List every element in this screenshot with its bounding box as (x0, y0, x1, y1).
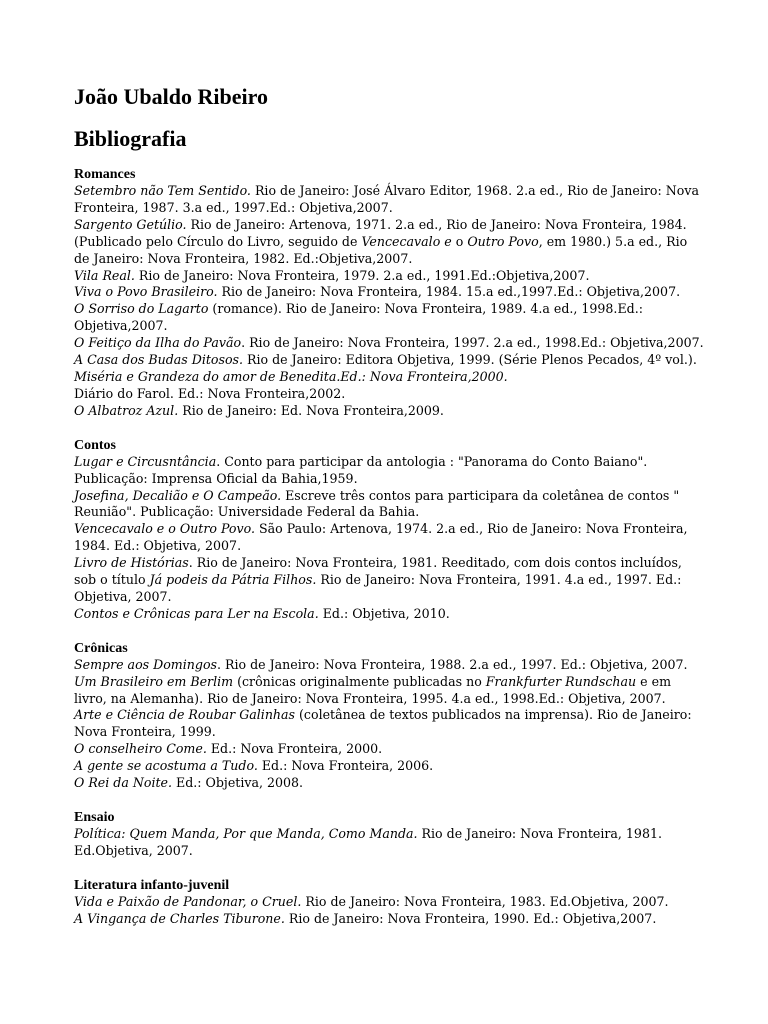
entry-text: Rio de Janeiro: Nova Fronteira, 1991. 4.a ed., 1997. Ed.: Objetiva, 2007. (74, 572, 682, 604)
entry-text: o (451, 233, 468, 249)
work-title: Outro Povo (467, 233, 539, 249)
entry-text: (coletânea de textos publicados na imprensa). Rio de Janeiro: Nova Fronteira, 1999. (74, 707, 692, 740)
work-title: A gente se acostuma a Tudo. (74, 758, 258, 774)
bibliography-entry (74, 894, 704, 911)
entry-text: . Conto para participar da antologia : "Panorama do Conto Baiano". Publicação: Imprensa Oficial da Bahia,1959. (74, 453, 648, 486)
work-title: Um Brasileiro em Berlim (74, 673, 234, 689)
bibliography-body (74, 166, 704, 945)
entry-text: Rio de Janeiro: Nova Fronteira, 1983. Ed.Objetiva, 2007. (301, 893, 669, 909)
entry-text: e em livro, na Alemanha). Rio de Janeiro: Nova Fronteira, 1995. 4.a ed., 1998.Ed.: Objetiva, 2007. (74, 673, 672, 706)
entry-text: Ed.: Objetiva, 2010. (318, 605, 450, 621)
work-title: Já podeis da Pátria Filhos. (149, 572, 317, 588)
entry-text: Rio de Janeiro: Ed. Nova Fronteira,2009. (178, 402, 444, 418)
work-title: Miséria e Grandeza do amor de Benedita.Ed.: Nova Fronteira,2000. (74, 368, 508, 384)
bibliography-entry (74, 826, 704, 860)
bibliography-entry (74, 335, 704, 352)
bibliography-entry (74, 758, 704, 775)
bibliography-entry (74, 268, 704, 285)
work-title: Frankfurter Rundschau (485, 673, 637, 689)
section-heading: Crônicas (74, 640, 128, 656)
entry-text: . Rio de Janeiro: Nova Fronteira, 1988. 2.a ed., 1997. Ed.: Objetiva, 2007. (216, 656, 688, 672)
section-heading: Ensaio (74, 810, 115, 825)
section-contos (74, 437, 704, 623)
bibliography-entry (74, 741, 704, 758)
bibliography-entry (74, 775, 704, 792)
entry-text: Diário do Farol. Ed.: Nova Fronteira,2002. (74, 385, 346, 401)
entry-text: Ed.: Nova Fronteira, 2006. (257, 758, 434, 774)
work-title: Josefina, Decalião e O Campeão. (74, 487, 282, 503)
section-heading: Romances (74, 167, 136, 182)
entry-text: (crônicas originalmente publicadas no (233, 673, 486, 689)
work-title: Política: Quem Manda, Por que Manda, Como Manda. (74, 826, 418, 841)
work-title: Sargento Getúlio. (74, 216, 187, 232)
page-title: Bibliografia (74, 126, 187, 151)
entry-text: Rio de Janeiro: Nova Fronteira, 1981. Ed.Objetiva, 2007. (74, 826, 662, 858)
entry-text: . Rio de Janeiro: Nova Fronteira, 1997. 2.a ed., 1998.Ed.: Objetiva,2007. (241, 335, 704, 351)
bibliography-entry (74, 386, 704, 403)
work-title: Arte e Ciência de Roubar Galinhas (74, 707, 296, 723)
bibliography-entry (74, 454, 704, 488)
entry-text: São Paulo: Artenova, 1974. 2.a ed., Rio de Janeiro: Nova Fronteira, 1984. Ed.: Objetiva, 2007. (74, 521, 688, 554)
work-title: O Rei da Noite. (74, 775, 173, 791)
bibliography-entry (74, 403, 704, 420)
entry-text: (romance). Rio de Janeiro: Nova Fronteira, 1989. 4.a ed., 1998.Ed.: Objetiva,2007. (74, 301, 643, 334)
work-title: Vida e Paixão de Pandonar, o Cruel. (74, 893, 302, 909)
entry-text: , em 1980.) 5.a ed., Rio de Janeiro: Nova Fronteira, 1982. Ed.:Objetiva,2007. (74, 233, 688, 266)
work-title: O conselheiro Come. (74, 741, 207, 757)
work-title: A Casa dos Budas Ditosos. (74, 352, 244, 368)
entry-text: Rio de Janeiro: Nova Fronteira, 1984. 15.a ed.,1997.Ed.: Objetiva,2007. (217, 284, 681, 300)
bibliography-entry (74, 352, 704, 369)
entry-text: Rio de Janeiro: Artenova, 1971. 2.a ed., Rio de Janeiro: Nova Fronteira, 1984. (Publicado pelo Círculo do Livro, seguido de (74, 216, 687, 249)
work-title: A Vingança de Charles Tiburone. (74, 910, 285, 926)
work-title: Vila Real. (74, 267, 135, 283)
section-literatura-infanto-juvenil (74, 877, 704, 928)
entry-text: Escreve três contos para participara da coletânea de contos " Reunião". Publicação: Universidade Federal da Bahia. (74, 487, 680, 520)
bibliography-entry (74, 606, 704, 623)
section-cr-nicas (74, 640, 704, 792)
work-title: Contos e Crônicas para Ler na Escola. (74, 605, 319, 621)
bibliography-entry (74, 707, 704, 741)
work-title: Livro de Histórias (74, 555, 189, 571)
section-heading: Literatura infanto-juvenil (74, 877, 230, 893)
bibliography-entry (74, 657, 704, 674)
bibliography-entry (74, 488, 704, 522)
entry-text: Rio de Janeiro: Nova Fronteira, 1979. 2.a ed., 1991.Ed.:Objetiva,2007. (134, 267, 590, 283)
entry-text: Rio de Janeiro: José Álvaro Editor, 1968. 2.a ed., Rio de Janeiro: Nova Fronteira, 1987. 3.a ed., 1997.Ed.: Objetiva,2007. (74, 183, 699, 215)
work-title: Setembro não Tem Sentido. (74, 183, 251, 198)
entry-text: Ed.: Objetiva, 2008. (172, 775, 304, 791)
author-name: João Ubaldo Ribeiro (74, 84, 268, 109)
work-title: O Albatroz Azul. (74, 402, 179, 418)
bibliography-entry (74, 369, 704, 386)
work-title: Viva o Povo Brasileiro. (74, 284, 218, 300)
work-title: O Feitiço da Ilha do Pavão (74, 335, 242, 351)
bibliography-entry (74, 301, 704, 335)
entry-text: . Rio de Janeiro: Nova Fronteira, 1981. Reeditado, com dois contos incluídos, sob o título (74, 555, 682, 588)
bibliography-entry (74, 521, 704, 555)
work-title: O Sorriso do Lagarto (74, 301, 209, 317)
bibliography-entry (74, 217, 704, 268)
bibliography-entry (74, 183, 704, 217)
section-heading: Contos (74, 437, 117, 453)
work-title: Sempre aos Domingos (74, 656, 217, 672)
entry-text: Rio de Janeiro: Editora Objetiva, 1999. (Série Plenos Pecados, 4º vol.). (243, 352, 697, 368)
bibliography-entry (74, 555, 704, 606)
work-title: Vencecavalo e o Outro Povo. (74, 521, 255, 537)
section-romances (74, 166, 704, 420)
section-ensaio (74, 809, 704, 860)
entry-text: Rio de Janeiro: Nova Fronteira, 1990. Ed.: Objetiva,2007. (284, 910, 657, 926)
work-title: Lugar e Circusntância (74, 453, 217, 469)
bibliography-entry (74, 284, 704, 301)
bibliography-entry (74, 674, 704, 708)
bibliography-entry (74, 911, 704, 928)
entry-text: Ed.: Nova Fronteira, 2000. (206, 741, 383, 757)
work-title: Vencecavalo e (361, 233, 452, 249)
